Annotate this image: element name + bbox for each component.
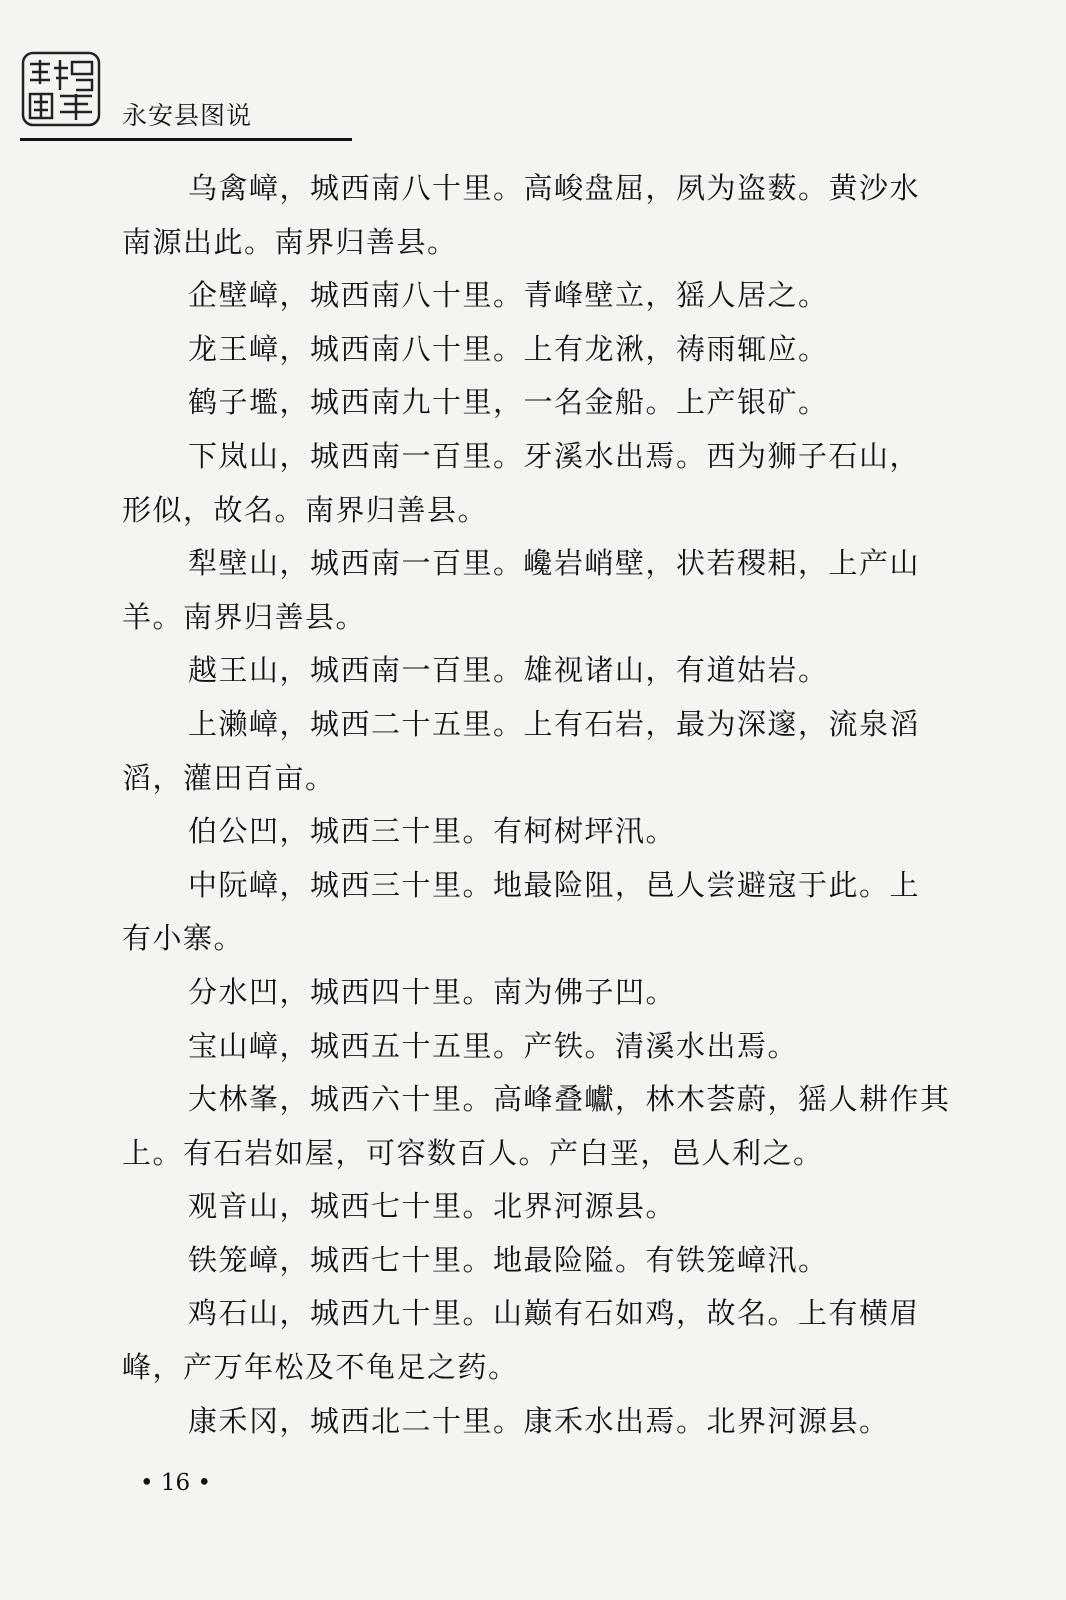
text-line: 上。有石岩如屋，可容数百人。产白垩，邑人利之。 [122,1135,824,1170]
paragraph [122,430,948,537]
text-line: 峰，产万年松及不龟足之药。 [122,1350,519,1385]
paragraph [122,698,948,805]
paragraph [122,805,948,859]
text-line: 滔，灌田百亩。 [122,760,336,795]
text-line: 鸡石山，城西九十里。山巅有石如鸡，故名。上有横眉 [188,1296,921,1331]
text-line: 企壁嶂，城西南八十里。青峰壁立，猺人居之。 [188,278,829,313]
text-line: 康禾冈，城西北二十里。康禾水出焉。北界河源县。 [188,1403,890,1438]
paragraph [122,1020,948,1074]
header-rule [20,138,352,141]
paragraph [122,1234,948,1288]
paragraph [122,537,948,644]
text-line: 上濑嶂，城西二十五里。上有石岩，最为深邃，流泉滔 [188,706,921,741]
seal-stamp-icon [20,50,102,128]
text-line: 犁壁山，城西南一百里。巉岩峭壁，状若稷耜，上产山 [188,546,921,581]
text-line: 下岚山，城西南一百里。牙溪水出焉。西为狮子石山， [188,438,921,473]
paragraph [122,1287,948,1394]
paragraph [122,323,948,377]
paragraph [122,644,948,698]
text-line: 鹤子壏，城西南九十里，一名金船。上产银矿。 [188,385,829,420]
text-line: 铁笼嶂，城西七十里。地最险隘。有铁笼嶂汛。 [188,1242,829,1277]
body-text [122,162,951,1448]
text-line: 南源出此。南界归善县。 [122,224,458,259]
paragraph [122,162,948,269]
text-line: 有小寨。 [122,921,245,956]
text-line: 宝山嶂，城西五十五里。产铁。清溪水出焉。 [188,1028,799,1063]
paragraph [122,1395,948,1449]
paragraph [122,1180,948,1234]
running-title: 永安县图说 [122,101,253,130]
text-line: 分水凹，城西四十里。南为佛子凹。 [188,974,677,1009]
text-line: 观音山，城西七十里。北界河源县。 [188,1189,677,1224]
text-line: 乌禽嶂，城西南八十里。高峻盘屈，夙为盗薮。黄沙水 [188,171,921,205]
text-line: 中阮嶂，城西三十里。地最险阻，邑人尝避寇于此。上 [188,867,921,902]
text-line: 羊。南界归善县。 [122,599,367,634]
text-line: 龙王嶂，城西南八十里。上有龙湫，祷雨辄应。 [188,331,829,366]
paragraph [122,859,948,966]
paragraph [122,376,948,430]
paragraph [122,966,948,1020]
paragraph [122,1073,951,1180]
text-line: 大林峯，城西六十里。高峰叠巘，林木荟蔚，猺人耕作其 [188,1082,951,1117]
text-line: 越王山，城西南一百里。雄视诸山，有道姑岩。 [188,653,829,688]
paragraph [122,269,948,323]
text-line: 伯公凹，城西三十里。有柯树坪汛。 [188,814,677,849]
page-number: • 16 • [140,1470,212,1496]
text-line: 形似，故名。南界归善县。 [122,492,489,527]
